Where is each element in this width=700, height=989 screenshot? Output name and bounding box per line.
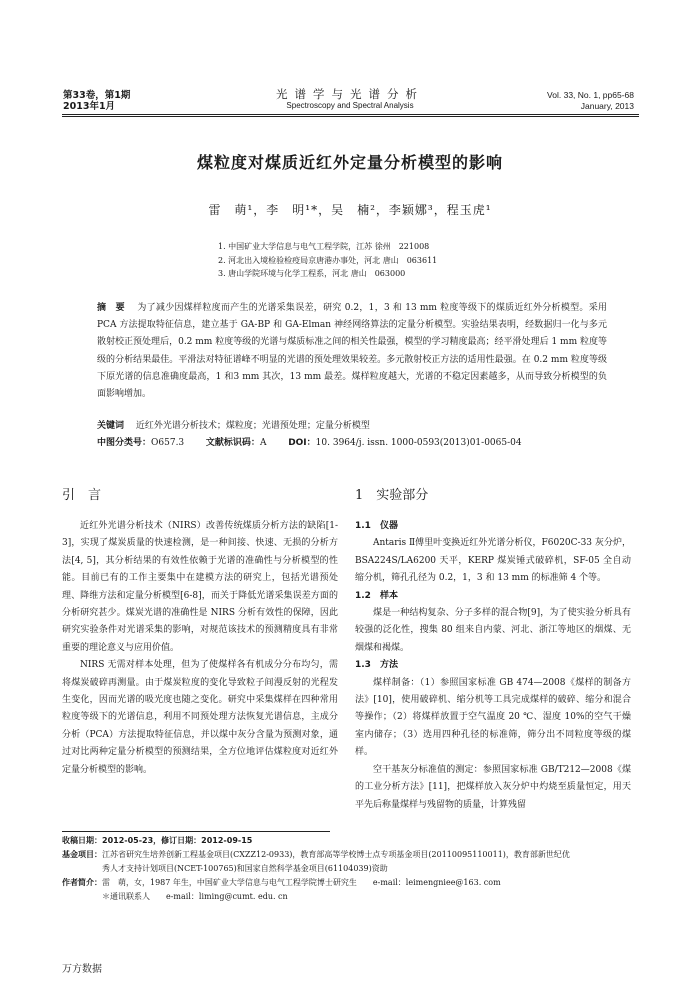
affiliation-1: 1. 中国矿业大学信息与电气工程学院，江苏 徐州 221008 [218,242,430,251]
journal-name-cn: 光谱学与光谱分析 [276,87,424,101]
keywords-text: 近红外光谱分析技术；煤粒度；光谱预处理；定量分析模型 [135,421,370,431]
fund-text-2: 秀人才支持计划项目(NCET-100765)和国家自然科学基金项目(61104039)资助 [102,864,388,873]
author-bio: 雷 萌，女，1987 年生，中国矿业大学信息与电气工程学院博士研究生 e-mail：leimengniee@163. com [102,878,501,887]
instruments-paragraph: Antaris Ⅱ傅里叶变换近红外光谱分析仪，F6020C-33 灰分炉，BSA224S/LA6200 天平，KERP 煤炭锤式破碎机，SF-05 全自动缩分机，筛孔孔径为 0.2，1，3 和 13 mm 的标准筛 4 个等。 [355,538,631,584]
doc-code-value: A [259,438,267,448]
issue-date: 2013年1月 [63,101,116,112]
fund-text-1: 江苏省研究生培养创新工程基金项目(CXZZ12-0933)，教育部高等学校博士点专项基金项目(20110095110011)，教育部新世纪优 [102,850,570,859]
paper-title: 煤粒度对煤质近红外定量分析模型的影响 [196,153,503,172]
subsection-methods: 1.3 方法 [355,660,398,671]
journal-volume-pages [547,90,634,112]
right-column [355,518,631,814]
month-year: January, 2013 [580,101,634,111]
doi-value: 10. 3964/j. issn. 1000-0593(2013)01-0065-04 [315,438,522,448]
journal-name-en: Spectroscopy and Spectral Analysis [286,101,414,110]
experiment-heading: 1 实验部分 [355,488,429,503]
clc-label: 中图分类号： [97,438,152,448]
footnotes [62,834,642,904]
subsection-instruments: 1.1 仪器 [355,521,398,531]
corresponding-author: ＊通讯联系人 e-mail：liming@cumt. edu. cn [102,892,288,901]
bio-label: 作者简介： [62,878,102,887]
intro-paragraph-1: 近红外光谱分析技术（NIRS）改善传统煤质分析方法的缺陷[1-3]，实现了煤炭质量的快速检测，是一种间接、快速、无损的分析方法[4, 5]，其分析结果的有效性依赖于光谱的准确性与分析模型的性能。目前已有的工作主要集中在建模方法的研究上，包括光谱预处理、降维方法和定量分析模型[6-8]，而关于降低光谱采集误差方面的分析研究甚少。煤炭光谱的准确性是 NIRS 分析有效性的保障，因此研究实验条件对光谱采集的影响，对规范该技术的预测精度具有非常重要的理论意义与应用价值。 [62,521,338,653]
received-date: 收稿日期：2012-05-23，修订日期：2012-09-15 [62,836,253,845]
affiliation-3: 3. 唐山学院环境与化学工程系，河北 唐山 063000 [218,269,406,278]
abstract-text: 为了减少因煤样粒度而产生的光谱采集误差，研究 0.2，1，3 和 13 mm 粒度等级下的煤质近红外分析模型。采用 PCA 方法提取特征信息，建立基于 GA-BP 和 GA-Elman 神经网络算法的定量分析模型。实验结果表明，经数据归一化与多元散射校正预处理后，0.2 mm 粒度等级的光谱与煤质标准之间的相关性最强，模型的学习精度最高；经平滑处理后 1 mm 粒度等级的分析结果最佳。平滑法对特征谱峰不明显的光谱的预处理效果较差。多元散射校正方法的适用性最强。在 0.2 mm 粒度等级下原光谱的信息准确度最高，1 和3 mm 其次，13 mm 最差。煤样粒度越大，光谱的不稳定因素越多，从而导致分析模型的负面影响增加。 [97,303,607,400]
affiliation-2: 2. 河北出入境检验检疫局京唐港办事处，河北 唐山 063611 [218,255,438,265]
keywords-label: 关键词 [97,421,125,431]
methods-paragraph-2: 空干基灰分标准值的测定：参照国家标准 GB/T212—2008《煤的工业分析方法》[11]，把煤样放入灰分炉中灼烧至质量恒定，用天平先后称量煤样与残留物的质量，计算残留 [355,764,631,810]
doi-label: DOI： [288,438,316,448]
abstract-label: 摘 要 [97,303,125,313]
watermark: 万方数据 [62,964,102,975]
doc-code-label: 文献标识码： [205,438,260,448]
samples-paragraph: 煤是一种结构复杂、分子多样的混合物[9]，为了使实验分析具有较强的泛化性，搜集 80 组来自内蒙、河北、浙江等地区的烟煤、无烟煤和褐煤。 [355,608,631,653]
intro-paragraph-2: NIRS 无需对样本处理，但为了使煤样各有机成分分布均匀，需将煤炭破碎再测量。由于煤炭粒度的变化导致粒子间漫反射的光程发生变化，因而光谱的吸光度也随之变化。研究中采集煤样在四种常用粒度等级下的光谱信息，利用不同预处理方法恢复光谱信息，主成分分析（PCA）方法提取特征信息，并以煤中灰分含量为预测对象，通过对比两种定量分析模型的预测结果，全方位地评估煤粒度对近红外定量分析模型的影响。 [62,660,338,775]
header-divider [62,114,639,115]
abstract [97,300,607,403]
subsection-samples: 1.2 样本 [355,590,398,601]
intro-heading: 引 言 [62,488,102,503]
left-column [62,518,338,779]
affiliations [218,240,437,281]
methods-paragraph-1: 煤样制备：（1）参照国家标准 GB 474—2008《煤样的制备方法》[10]，使用破碎机、缩分机等工具完成煤样的破碎、缩分和混合等操作；（2）将煤样放置于空气温度 20 ℃、湿度 10%的空气干燥室内储存；（3）选用四种孔径的标准筛，筛分出不同粒度等级的煤样。 [355,677,631,758]
volume-issue: 第33卷，第1期 [63,90,131,101]
clc-value: O657.3 [151,438,185,448]
footnote-divider [62,831,330,832]
fund-label: 基金项目： [62,850,102,859]
keywords-block [97,418,607,452]
author-list: 雷 萌¹，李 明¹*，吴 楠²，李颖娜³，程玉虎¹ [208,203,492,217]
vol-pages: Vol. 33, No. 1, pp65-68 [547,90,634,100]
header-divider-thin [62,116,639,117]
